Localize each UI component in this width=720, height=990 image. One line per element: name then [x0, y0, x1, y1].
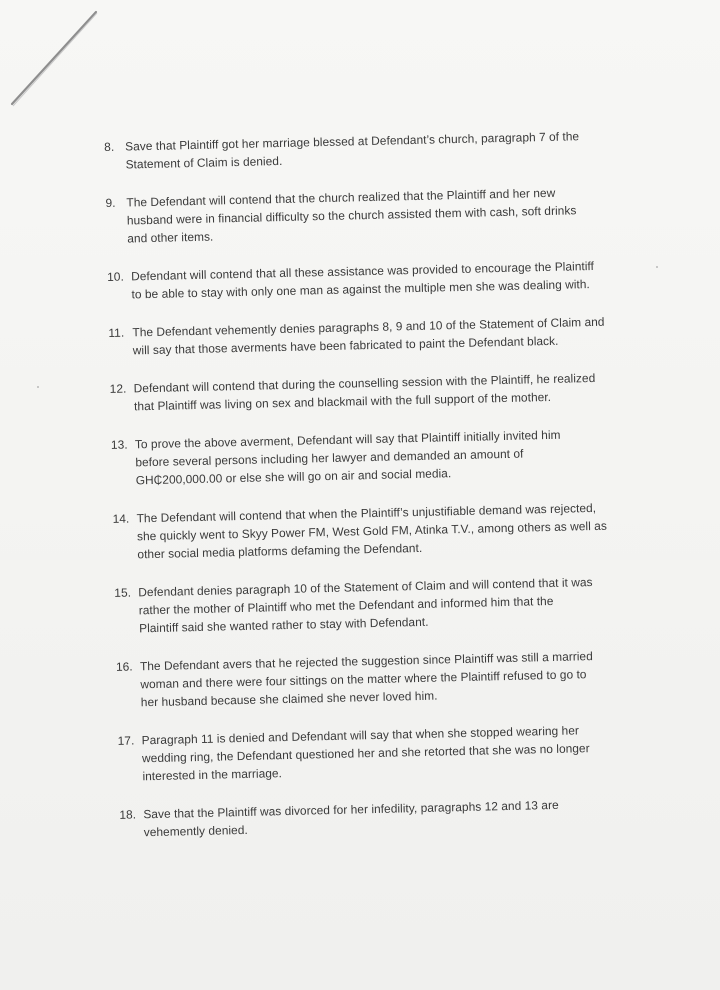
- paragraph-number: 12.: [109, 381, 127, 396]
- paragraph-line: and other items.: [127, 229, 214, 246]
- paragraph-text: [141, 720, 658, 786]
- paragraph-18: [119, 794, 660, 842]
- paragraph-11: [108, 312, 649, 360]
- paragraph-line: Defendant will contend that all these assistance was provided to encourage the Plaintiff: [130, 258, 595, 284]
- paragraph-line: The Defendant will contend that the church realized that the Plaintiff and her new: [126, 185, 556, 210]
- paragraph-line: Save that the Plaintiff was divorced for her infedility, paragraphs 12 and 13 are: [143, 797, 559, 822]
- paragraph-line: interested in the marriage.: [142, 766, 283, 784]
- paragraph-line: Plaintiff said she wanted rather to stay with Defendant.: [138, 614, 429, 636]
- paragraph-text: [138, 572, 655, 638]
- paragraph-number: 8.: [104, 139, 115, 154]
- paragraph-line: other social media platforms defaming the Defendant.: [137, 540, 423, 562]
- paragraph-line: To prove the above averment, Defendant will say that Plaintiff initially invited him: [134, 427, 561, 452]
- paragraph-number: 10.: [106, 269, 124, 284]
- paragraph-text: [126, 182, 646, 248]
- paragraph-text: [136, 498, 653, 564]
- scan-speck: [37, 386, 39, 388]
- paragraph-line: that Plaintiff was living on sex and blackmail with the full support of the mother.: [133, 389, 552, 414]
- paragraph-15: [114, 572, 655, 638]
- page-fold-line: [0, 0, 140, 140]
- paragraph-number: 11.: [108, 325, 125, 340]
- paragraph-12: [109, 368, 650, 416]
- paragraph-line: The Defendant will contend that when the Plaintiff’s unjustifiable demand was rejected,: [136, 500, 597, 526]
- paragraph-number: 16.: [115, 659, 133, 674]
- paragraph-16: [116, 646, 657, 712]
- paragraph-number: 13.: [110, 437, 128, 452]
- paragraph-number: 14.: [112, 511, 130, 526]
- paragraph-line: Defendant will contend that during the counselling session with the Plaintiff, he realized: [133, 370, 596, 396]
- paragraph-line: before several persons including her lawyer and demanded an amount of: [135, 446, 524, 470]
- paragraph-14: [112, 498, 653, 564]
- paragraph-line: The Defendant avers that he rejected the suggestion since Plaintiff was still a married: [139, 649, 593, 674]
- paragraph-text: [135, 424, 652, 490]
- paragraph-text: [140, 646, 657, 712]
- paragraph-line: she quickly went to Skyy Power FM, West Gold FM, Atinka T.V., among others as well as: [136, 518, 608, 544]
- paragraph-8: [104, 126, 645, 174]
- paragraph-line: will say that those averments have been fabricated to paint the Defendant black.: [132, 333, 559, 358]
- paragraph-line: wedding ring, the Defendant questioned her and she retorted that she was no longer: [141, 741, 590, 766]
- numbered-paragraph-list: [104, 126, 660, 862]
- paragraph-number: 15.: [114, 585, 132, 600]
- paragraph-17: [117, 720, 658, 786]
- paragraph-line: Paragraph 11 is denied and Defendant will say that when she stopped wearing her: [141, 723, 580, 748]
- paragraph-13: [111, 424, 652, 490]
- paragraph-line: Statement of Claim is denied.: [125, 153, 283, 172]
- paragraph-10: [107, 256, 648, 304]
- paragraph-text: [143, 794, 660, 842]
- paragraph-line: rather the mother of Plaintiff who met the Defendant and informed him that the: [138, 593, 554, 618]
- paragraph-number: 17.: [117, 733, 135, 748]
- paragraph-line: vehemently denied.: [143, 822, 248, 840]
- paragraph-text: [133, 368, 650, 416]
- scan-speck: [656, 266, 658, 268]
- paragraph-number: 9.: [105, 195, 116, 210]
- paragraph-9: [105, 182, 646, 248]
- paragraph-line: GH₵200,000.00 or else she will go on air and social media.: [135, 466, 452, 488]
- paragraph-line: husband were in financial difficulty so the church assisted them with cash, soft drinks: [126, 203, 577, 228]
- paragraph-text: [131, 256, 648, 304]
- paragraph-line: The Defendant vehemently denies paragraphs 8, 9 and 10 of the Statement of Claim and: [132, 314, 605, 340]
- paragraph-line: her husband because she claimed she never loved him.: [140, 688, 438, 710]
- paragraph-number: 18.: [119, 807, 137, 822]
- paragraph-line: woman and there were four sittings on the matter where the Plaintiff refused to go to: [140, 667, 587, 692]
- paragraph-line: Defendant denies paragraph 10 of the Statement of Claim and will contend that it was: [138, 575, 593, 600]
- paragraph-line: to be able to stay with only one man as against the multiple men she was dealing with.: [131, 277, 590, 302]
- paragraph-text: [125, 126, 645, 174]
- paragraph-line: Save that Plaintiff got her marriage blessed at Defendant’s church, paragraph 7 of the: [125, 129, 580, 154]
- paragraph-text: [132, 312, 649, 360]
